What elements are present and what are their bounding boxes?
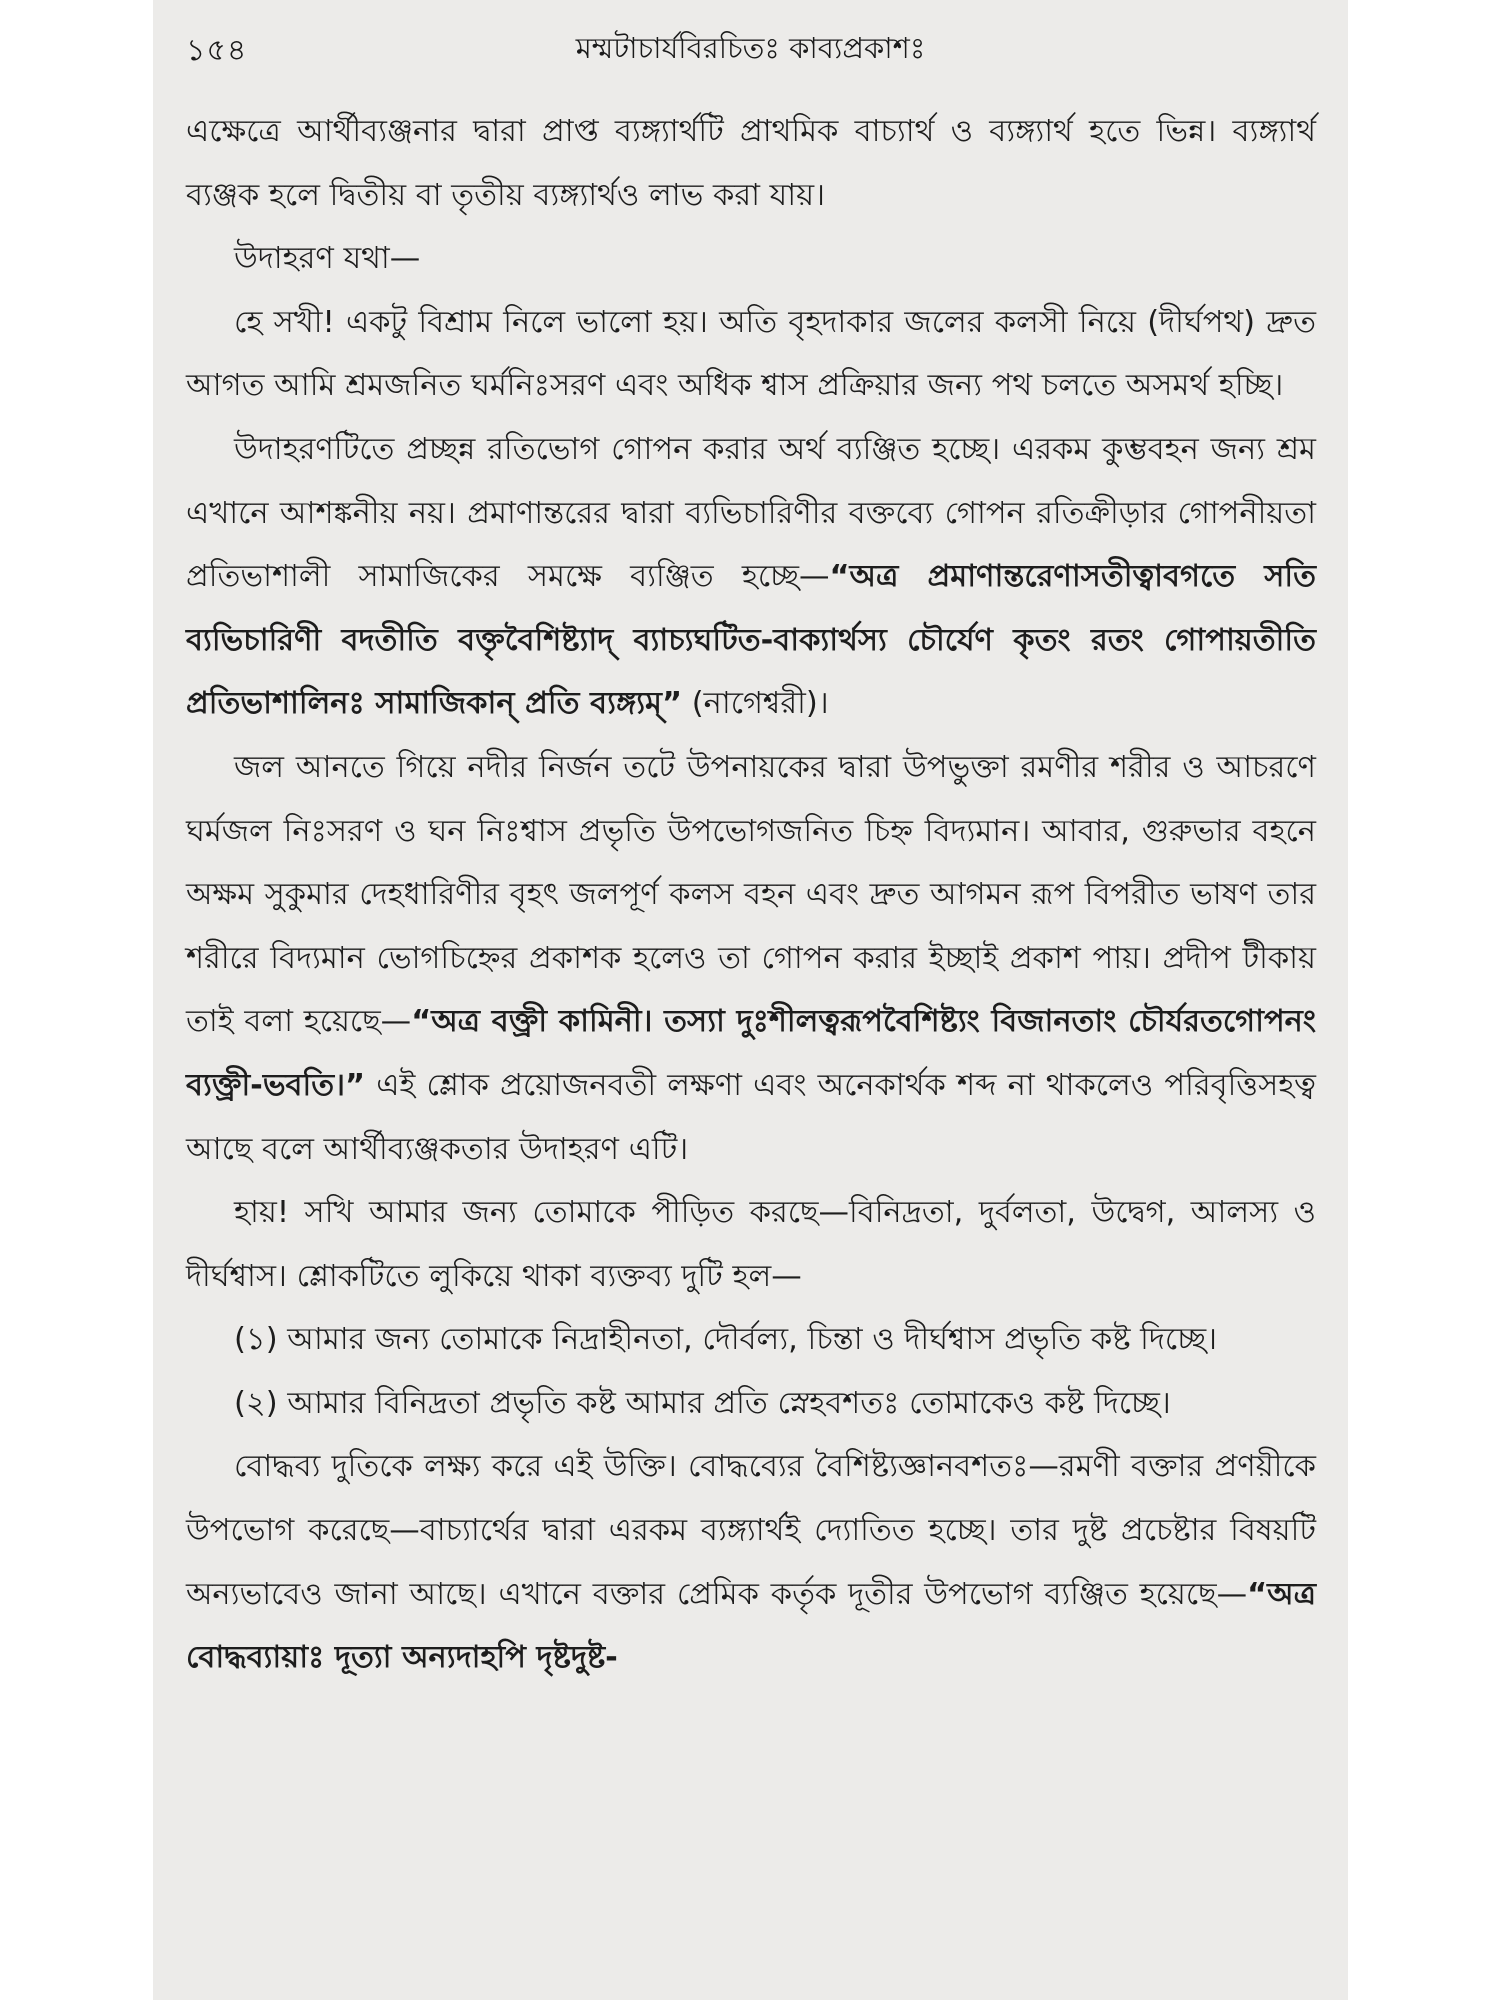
sanskrit-quote: “অত্র বোদ্ধব্যায়াঃ দূত্যা অন্যদাহপি দৃষ্টদুষ্ট-: [186, 1576, 1316, 1676]
text-segment: উদাহরণ যথা—: [234, 241, 421, 277]
book-page: [153, 0, 1348, 2000]
page-header: [153, 20, 1348, 72]
text-segment: এক্ষেত্রে আর্থীব্যঞ্জনার দ্বারা প্রাপ্ত ব্যঙ্গ্যার্থটি প্রাথমিক বাচ্যার্থ ও ব্যঙ্গ্যার্থ হতে ভিন্ন। ব্যঙ্গ্যার্থ ব্যঞ্জক হলে দ্বিতীয় বা তৃতীয় ব্যঙ্গ্যার্থও লাভ করা যায়।: [186, 114, 1316, 213]
running-title: মম্মটাচার্যবিরচিতঃ কাব্যপ্রকাশঃ: [575, 31, 926, 65]
text-segment: (২) আমার বিনিদ্রতা প্রভৃতি কষ্ট আমার প্রতি স্নেহবশতঃ তোমাকেও কষ্ট দিচ্ছে।: [234, 1385, 1171, 1421]
text-segment: এই শ্লোক প্রয়োজনবতী লক্ষণা এবং অনেকার্থক শব্দ না থাকলেও পরিবৃত্তিসহত্ব আছে বলে আর্থীব্যঞ্জকতার উদাহরণ এটি।: [186, 1067, 1316, 1167]
text-segment: (নাগেশ্বরী)।: [682, 686, 829, 722]
paragraph: [186, 1308, 1316, 1372]
text-segment: জল আনতে গিয়ে নদীর নির্জন তটে উপনায়কের দ্বারা উপভুক্তা রমণীর শরীর ও আচরণে ঘর্মজল নিঃসরণ ও ঘন নিঃশ্বাস প্রভৃতি উপভোগজনিত চিহ্ন বিদ্যমান। আবার, গুরুভার বহনে অক্ষম সুকুমার দেহধারিণীর বৃহৎ জলপূর্ণ কলস বহন এবং দ্রুত আগমন রূপ বিপরীত ভাষণ তার শরীরে বিদ্যমান ভোগচিহ্নের প্রকাশক হলেও তা গোপন করার ইচ্ছাই প্রকাশ পায়। প্রদীপ টীকায় তাই বলা হয়েছে—: [186, 749, 1316, 1040]
text-segment: (১) আমার জন্য তোমাকে নিদ্রাহীনতা, দৌর্বল্য, চিন্তা ও দীর্ঘশ্বাস প্রভৃতি কষ্ট দিচ্ছে।: [234, 1322, 1217, 1358]
paragraph: [186, 227, 1316, 291]
paragraph: [186, 1435, 1316, 1689]
sanskrit-quote: “অত্র প্রমাণান্তরেণাসতীত্বাবগতে সতি ব্যভিচারিণী বদতীতি বক্তৃবৈশিষ্ট্যাদ্ ব্যাচ্যঘটিত-বাক্যার্থস্য চৌর্যেণ কৃতং রতং গোপায়তীতি প্রতিভাশালিনঃ সামাজিকান্ প্রতি ব্যঙ্গ্যম্”: [186, 559, 1316, 722]
text-segment: বোদ্ধব্য দুতিকে লক্ষ্য করে এই উক্তি। বোদ্ধব্যের বৈশিষ্ট্যজ্ঞানবশতঃ—রমণী বক্তার প্রণয়ীকে উপভোগ করেছে—বাচ্যার্থের দ্বারা এরকম ব্যঙ্গ্যার্থই দ্যোতিত হচ্ছে। তার দুষ্ট প্রচেষ্টার বিষয়টি অন্যভাবেও জানা আছে। এখানে বক্তার প্রেমিক কর্তৃক দূতীর উপভোগ ব্যঞ্জিত হয়েছে—: [186, 1449, 1316, 1612]
paragraph: [186, 1181, 1316, 1308]
paragraph: [186, 291, 1316, 418]
body-text: [186, 100, 1316, 1690]
page-number: ১৫৪: [186, 33, 248, 68]
paragraph: [186, 1372, 1316, 1436]
text-segment: হে সখী! একটু বিশ্রাম নিলে ভালো হয়। অতি বৃহদাকার জলের কলসী নিয়ে (দীর্ঘপথ) দ্রুত আগত আমি শ্রমজনিত ঘর্মনিঃসরণ এবং অধিক শ্বাস প্রক্রিয়ার জন্য পথ চলতে অসমর্থ হচ্ছি।: [186, 304, 1316, 404]
paragraph: [186, 418, 1316, 736]
text-segment: উদাহরণটিতে প্রচ্ছন্ন রতিভোগ গোপন করার অর্থ ব্যঞ্জিত হচ্ছে। এরকম কুম্ভবহন জন্য শ্রম এখানে আশঙ্কনীয় নয়। প্রমাণান্তরের দ্বারা ব্যভিচারিণীর বক্তব্যে গোপন রতিক্রীড়ার গোপনীয়তা প্রতিভাশালী সামাজিকের সমক্ষে ব্যঞ্জিত হচ্ছে—: [186, 431, 1316, 595]
paragraph: [186, 100, 1316, 227]
sanskrit-quote: “অত্র বক্ত্রী কামিনী। তস্যা দুঃশীলত্বরূপবৈশিষ্ট্যং বিজানতাং চৌর্যরতগোপনং ব্যক্ত্রী-ভবতি।”: [186, 1004, 1316, 1103]
text-segment: হায়! সখি আমার জন্য তোমাকে পীড়িত করছে—বিনিদ্রতা, দুর্বলতা, উদ্বেগ, আলস্য ও দীর্ঘশ্বাস। শ্লোকটিতে লুকিয়ে থাকা ব্যক্তব্য দুটি হল—: [186, 1195, 1316, 1294]
paragraph: [186, 736, 1316, 1181]
